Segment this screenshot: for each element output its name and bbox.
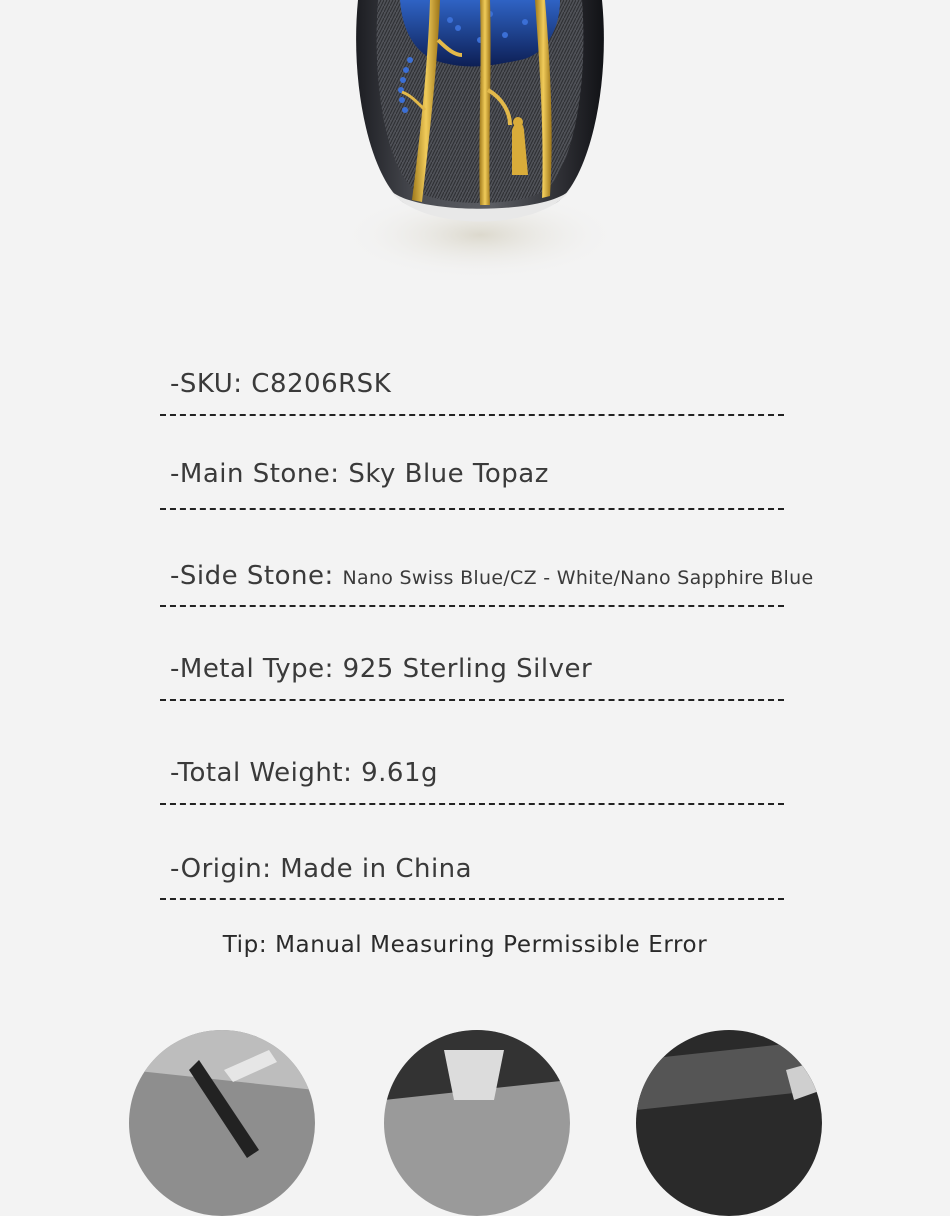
divider <box>160 508 784 510</box>
spec-label: -Total Weight: <box>170 758 362 788</box>
spec-origin <box>170 854 472 884</box>
spec-total-weight <box>170 758 438 788</box>
spec-metal-type <box>170 654 592 684</box>
ring-illustration <box>330 0 630 290</box>
divider <box>160 414 784 416</box>
spec-label: -Main Stone: <box>170 459 349 489</box>
divider <box>160 605 784 607</box>
spec-label: -SKU: <box>170 369 252 399</box>
spec-value: Sky Blue Topaz <box>348 459 549 489</box>
measuring-tip: Tip: Manual Measuring Permissible Error <box>222 932 708 958</box>
spec-label: -Origin: <box>170 854 281 884</box>
ring-product-image <box>330 0 630 290</box>
measuring-photo-2 <box>384 1030 570 1216</box>
divider <box>160 898 784 900</box>
spec-side-stone <box>170 561 813 591</box>
measuring-photo-3 <box>636 1030 822 1216</box>
spec-label: -Side Stone: <box>170 561 343 591</box>
spec-sku <box>170 369 391 399</box>
caliper-photo-illustration <box>129 1030 315 1216</box>
spec-value: Made in China <box>280 854 473 884</box>
spec-main-stone <box>170 459 549 489</box>
spec-value: 9.61g <box>361 758 438 788</box>
divider <box>160 699 784 701</box>
spec-value: 925 Sterling Silver <box>342 654 593 684</box>
scale-photo-illustration <box>384 1030 570 1216</box>
spec-value: C8206RSK <box>251 369 392 399</box>
measuring-photo-1 <box>129 1030 315 1216</box>
spec-label: -Metal Type: <box>170 654 343 684</box>
divider <box>160 803 784 805</box>
spec-value: Nano Swiss Blue/CZ - White/Nano Sapphire Blue <box>342 567 814 589</box>
ruler-photo-illustration <box>636 1030 822 1216</box>
